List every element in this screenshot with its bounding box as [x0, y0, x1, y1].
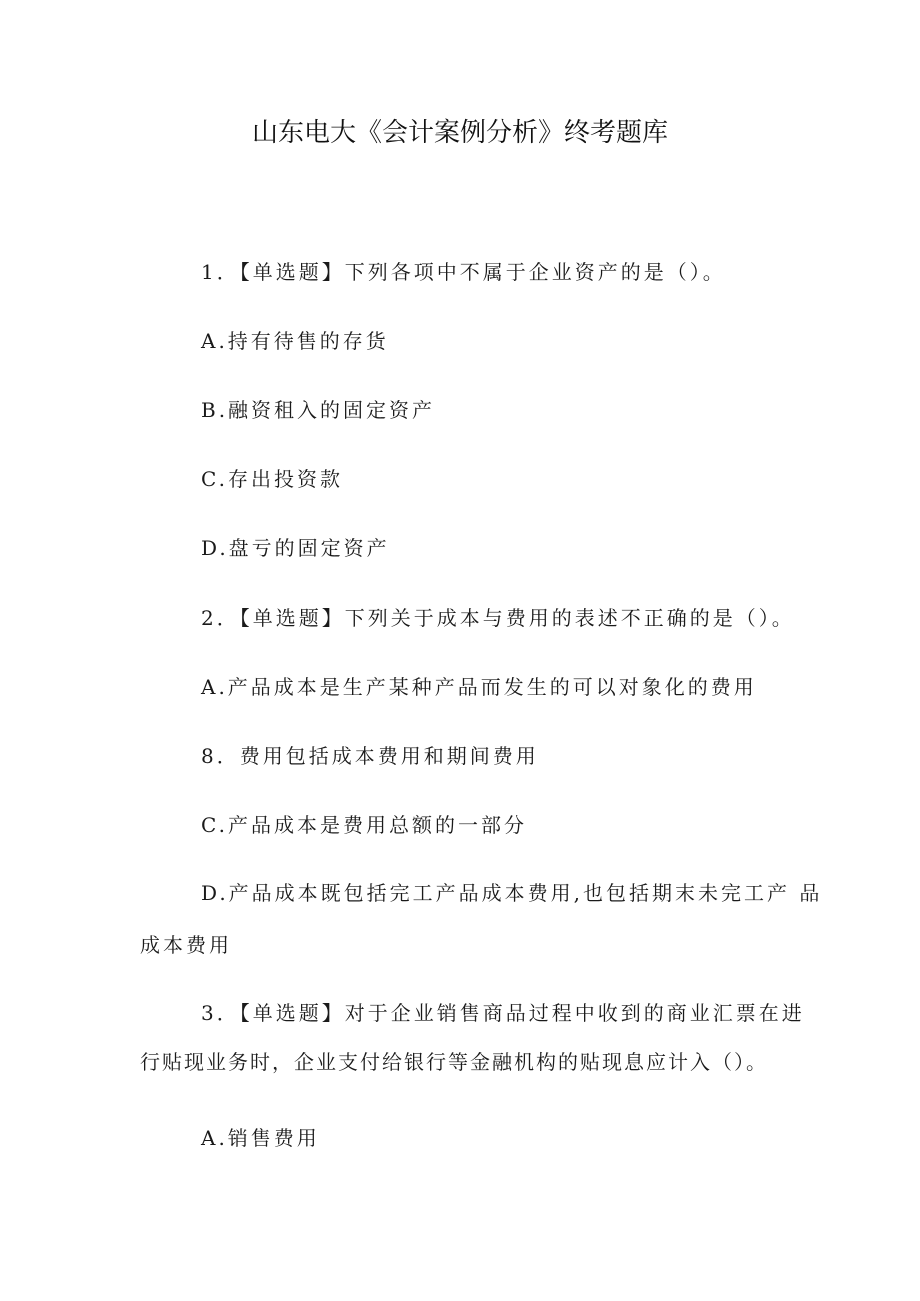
question-1-option-b: B.融资租入的固定资产: [201, 398, 436, 422]
question-2-stem: 2．【单选题】下列关于成本与费用的表述不正确的是（）。: [201, 606, 795, 630]
question-3-option-a: A.销售费用: [201, 1126, 320, 1150]
document-title: 山东电大《会计案例分析》终考题库: [251, 118, 668, 148]
question-1-option-c: C.存出投资款: [201, 467, 343, 491]
question-1-option-a: A.持有待售的存货: [201, 329, 389, 353]
question-3-stem: 3．【单选题】对于企业销售商品过程中收到的商业汇票在进: [201, 1001, 805, 1025]
question-2-option-c: C.产品成本是费用总额的一部分: [201, 813, 527, 837]
question-1-option-d: D.盘亏的固定资产: [201, 536, 390, 560]
question-2-option-d-continued: 成本费用: [140, 933, 232, 957]
question-2-option-d: D.产品成本既包括完工产品成本费用,也包括期末未完工产 品: [201, 881, 823, 905]
question-3-stem-continued: 行贴现业务时，企业支付给银行等金融机构的贴现息应计入（）。: [140, 1050, 768, 1074]
question-2-option-a: A.产品成本是生产某种产品而发生的可以对象化的费用: [201, 675, 757, 699]
question-2-option-b: 8．费用包括成本费用和期间费用: [201, 744, 539, 768]
question-1-stem: 1．【单选题】下列各项中不属于企业资产的是（）。: [201, 260, 726, 284]
